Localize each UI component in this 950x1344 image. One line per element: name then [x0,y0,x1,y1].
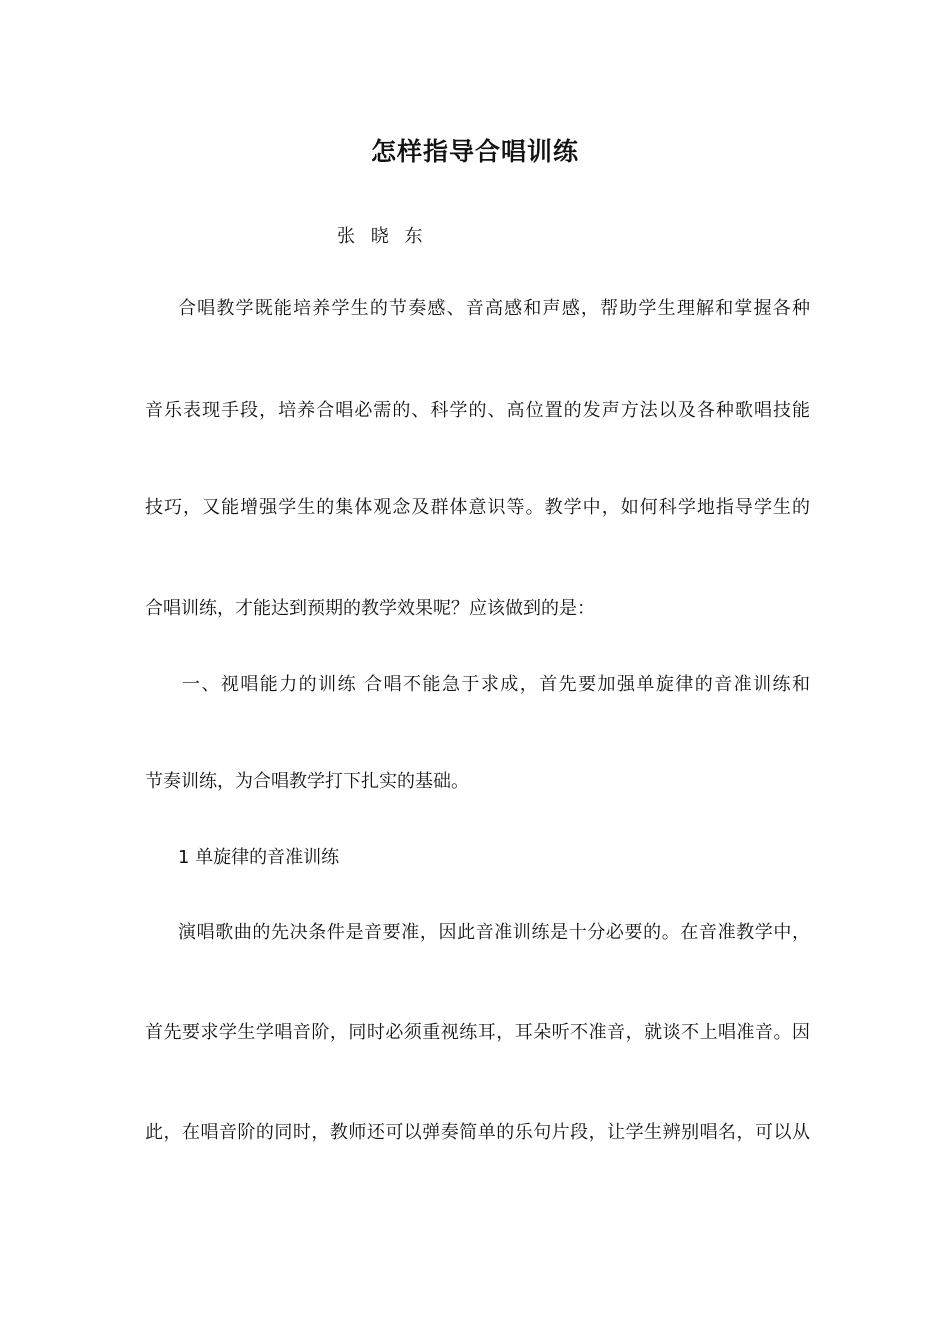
paragraph-line: 首先要求学生学唱音阶，同时必须重视练耳，耳朵听不准音，就谈不上唱准音。因 [145,1022,810,1043]
paragraph-line: 节奏训练，为合唱教学打下扎实的基础。 [145,771,469,792]
paragraph-line: 此，在唱音阶的同时，教师还可以弹奏简单的乐句片段，让学生辨别唱名，可以从 [145,1122,810,1143]
paragraph-line: 演唱歌曲的先决条件是音要准，因此音准训练是十分必要的。在音准教学中， [178,922,810,943]
document-title: 怎样指导合唱训练 [370,137,579,166]
paragraph-line: 合唱教学既能培养学生的节奏感、音高感和声感，帮助学生理解和掌握各种 [178,298,810,319]
paragraph-line: 合唱训练，才能达到预期的教学效果呢？应该做到的是： [145,598,595,619]
paragraph-line: 技巧，又能增强学生的集体观念及群体意识等。教学中，如何科学地指导学生的 [145,497,810,518]
paragraph-line: 音乐表现手段，培养合唱必需的、科学的、高位置的发声方法以及各种歌唱技能 [145,400,810,421]
document-author: 张 晓 东 [337,226,428,247]
subsection-heading: 1 单旋律的音准训练 [178,847,340,868]
section-heading-line: 一、视唱能力的训练 合唱不能急于求成，首先要加强单旋律的音准训练和 [182,674,810,695]
